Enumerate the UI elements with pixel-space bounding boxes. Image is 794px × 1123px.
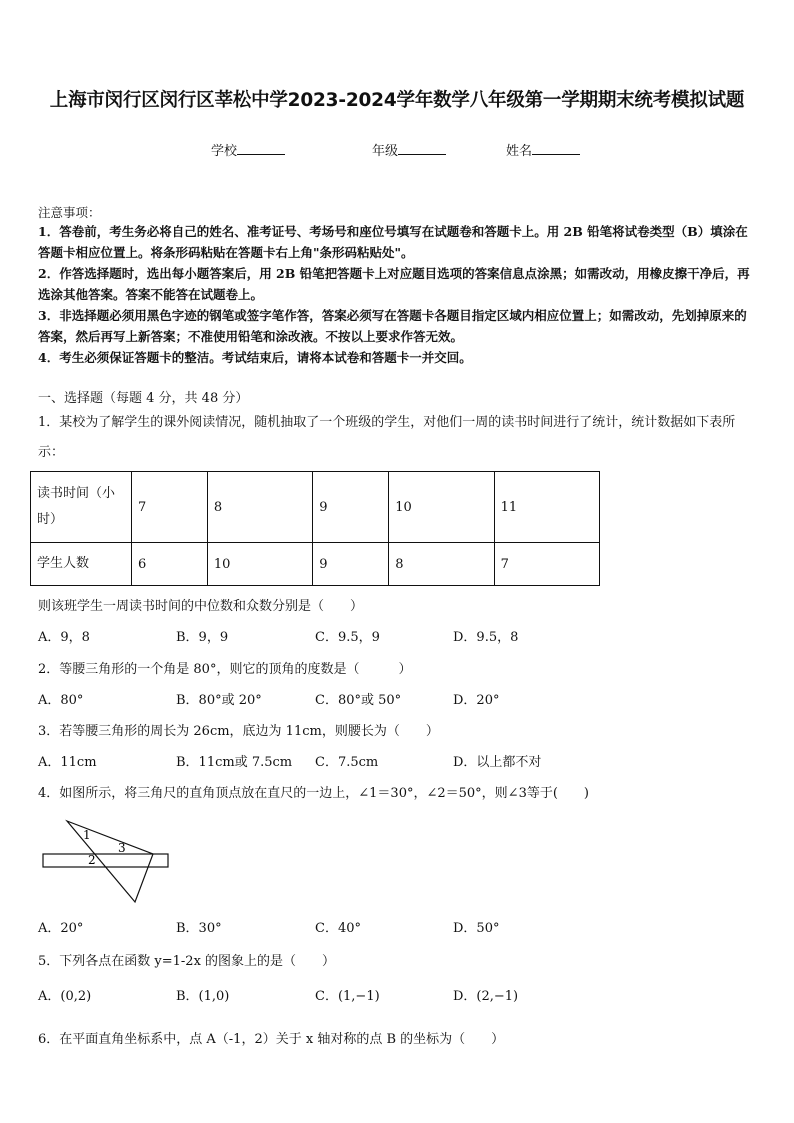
q3-option-a[interactable]: A．11cm bbox=[38, 755, 97, 770]
name-field bbox=[506, 140, 580, 159]
q3-option-c[interactable]: C．7.5cm bbox=[315, 755, 379, 770]
q1-option-b[interactable]: B．9，9 bbox=[176, 630, 229, 645]
notice-item-3: 3．非选择题必须用黑色字迹的钢笔或签字笔作答，答案必须写在答题卡各题目指定区域内相应位置上；如需改动，先划掉原来的答案，然后再写上新答案；不准使用铅笔和涂改液。不按以上要求作答无效。 bbox=[38, 308, 747, 344]
q5-option-d[interactable]: D．(2,−1) bbox=[453, 989, 519, 1004]
table-cell: 11 bbox=[494, 472, 599, 543]
q6-stem: 6．在平面直角坐标系中，点 A（-1，2）关于 x 轴对称的点 B 的坐标为（ ） bbox=[38, 1032, 505, 1047]
q3-option-b[interactable]: B．11cm或 7.5cm bbox=[176, 755, 293, 770]
table-cell: 10 bbox=[389, 472, 494, 543]
q1-option-d[interactable]: D．9.5，8 bbox=[453, 630, 519, 645]
q5-option-c[interactable]: C．(1,−1) bbox=[315, 989, 380, 1004]
triangle-ruler-shape bbox=[67, 821, 153, 902]
q1-option-c[interactable]: C．9.5，9 bbox=[315, 630, 380, 645]
table-cell: 6 bbox=[132, 543, 208, 586]
q4-option-c[interactable]: C．40° bbox=[315, 921, 361, 936]
q2-option-c[interactable]: C．80°或 50° bbox=[315, 693, 402, 708]
table-header-cell: 读书时间（小时） bbox=[31, 472, 132, 543]
grade-blank bbox=[398, 142, 446, 155]
q1-stem: 1．某校为了解学生的课外阅读情况，随机抽取了一个班级的学生，对他们一周的读书时间进行了统计，统计数据如下表所示： bbox=[38, 415, 736, 460]
q3-option-d[interactable]: D．以上都不对 bbox=[453, 755, 542, 770]
q2-option-b[interactable]: B．80°或 20° bbox=[176, 693, 262, 708]
ruler-triangle-figure bbox=[40, 818, 180, 906]
angle-2-label: 2 bbox=[88, 853, 96, 867]
name-label: 姓名 bbox=[506, 144, 533, 159]
q4-stem: 4．如图所示，将三角尺的直角顶点放在直尺的一边上，∠1＝30°，∠2＝50°，则∠3等于( ) bbox=[38, 786, 589, 801]
notice-heading: 注意事项： bbox=[38, 205, 101, 220]
q2-option-a[interactable]: A．80° bbox=[38, 693, 84, 708]
table-cell: 8 bbox=[389, 543, 494, 586]
table-row bbox=[31, 472, 600, 543]
table-cell: 7 bbox=[132, 472, 208, 543]
reading-time-table bbox=[30, 471, 600, 586]
table-cell: 7 bbox=[494, 543, 599, 586]
table-cell: 10 bbox=[207, 543, 312, 586]
q2-option-d[interactable]: D．20° bbox=[453, 693, 500, 708]
q5-option-b[interactable]: B．(1,0) bbox=[176, 989, 230, 1004]
grade-label: 年级 bbox=[372, 144, 399, 159]
q4-option-b[interactable]: B．30° bbox=[176, 921, 222, 936]
q5-stem: 5．下列各点在函数 y=1-2x 的图象上的是（ ） bbox=[38, 954, 336, 969]
school-blank bbox=[237, 142, 285, 155]
table-row bbox=[31, 543, 600, 586]
q4-option-a[interactable]: A．20° bbox=[38, 921, 84, 936]
q2-stem: 2．等腰三角形的一个角是 80°，则它的顶角的度数是（ ） bbox=[38, 662, 412, 677]
exam-title: 上海市闵行区闵行区莘松中学2023-2024学年数学八年级第一学期期末统考模拟试题 bbox=[49, 90, 745, 111]
grade-field bbox=[372, 140, 446, 159]
name-blank bbox=[532, 142, 580, 155]
section-heading: 一、选择题（每题 4 分，共 48 分） bbox=[38, 391, 249, 406]
table-cell: 9 bbox=[313, 543, 389, 586]
q5-option-a[interactable]: A．(0,2) bbox=[38, 989, 92, 1004]
table-cell: 9 bbox=[313, 472, 389, 543]
angle-1-label: 1 bbox=[83, 828, 91, 842]
angle-3-label: 3 bbox=[118, 841, 126, 855]
school-field bbox=[211, 140, 285, 159]
q1-ask: 则该班学生一周读书时间的中位数和众数分别是（ ） bbox=[38, 599, 364, 614]
notice-item-1: 1．答卷前，考生务必将自己的姓名、准考证号、考场号和座位号填写在试题卷和答题卡上。用 2B 铅笔将试卷类型（B）填涂在答题卡相应位置上。将条形码粘贴在答题卡右上角"条形码粘贴处"。 bbox=[38, 224, 748, 260]
q3-stem: 3．若等腰三角形的周长为 26cm，底边为 11cm，则腰长为（ ） bbox=[38, 724, 439, 739]
school-label: 学校 bbox=[211, 144, 238, 159]
notice-item-2: 2．作答选择题时，选出每小题答案后，用 2B 铅笔把答题卡上对应题目选项的答案信息点涂黑；如需改动，用橡皮擦干净后，再选涂其他答案。答案不能答在试题卷上。 bbox=[38, 266, 750, 302]
q4-option-d[interactable]: D．50° bbox=[453, 921, 500, 936]
table-header-cell: 学生人数 bbox=[31, 543, 132, 586]
table-cell: 8 bbox=[207, 472, 312, 543]
notice-item-4: 4．考生必须保证答题卡的整洁。考试结束后，请将本试卷和答题卡一并交回。 bbox=[38, 350, 472, 365]
q1-option-a[interactable]: A．9，8 bbox=[38, 630, 90, 645]
